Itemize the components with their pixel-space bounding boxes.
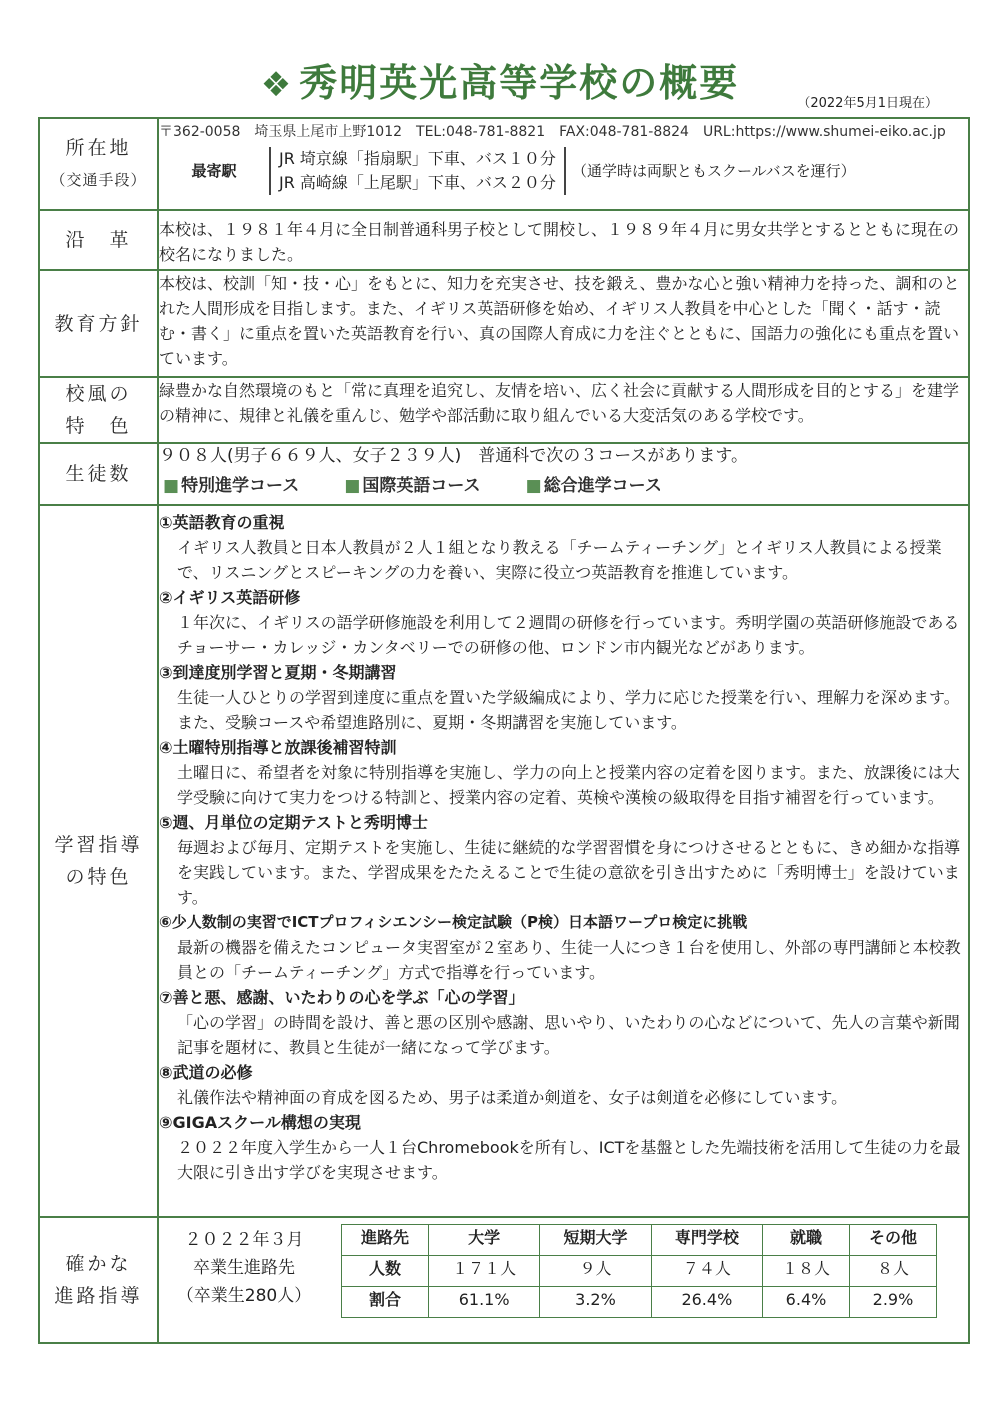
school-bus-note: （通学時は両駅ともスクールバスを運行） (571, 161, 856, 180)
learning-text-2: １年次に、イギリスの語学研修施設を利用して２週間の研修を行っています。秀明学園の英語研修施設であるチョーサー・カレッジ・カンタベリーでの研修の他、ロンドン市内観光などがあります。 (177, 613, 960, 657)
learning-text-4: 土曜日に、希望者を対象に特別指導を実施し、学力の向上と授業内容の定着を図ります。また、放課後には大学受験に向けて実力をつける特訓と、授業内容の定着、英検や漢検の級取得を目指す補習を行っています。 (177, 763, 960, 807)
stats-cell: ８人 (849, 1256, 936, 1287)
station-bracket (269, 147, 566, 195)
stats-cell: 61.1% (428, 1287, 539, 1318)
address-line: 〒362-0058 埼玉県上尾市上野1012 TEL:048-781-8821 FAX:048-781-8824 URL:https://www.shumei-eiko.ac.jp (159, 124, 946, 140)
stats-ratio-row (342, 1287, 937, 1318)
station-route-2: JR 高崎線「上尾駅」下車、バス２０分 (279, 173, 556, 192)
learning-heading-1: ①英語教育の重視 (159, 513, 285, 532)
label-location-sub: （交通手段） (50, 171, 147, 189)
students-count: ９０８人(男子６６９人、女子２３９人) 普通科で次の３コースがあります。 (159, 446, 749, 466)
learning-text-5: 毎週および毎月、定期テストを実施し、生徒に継続的な学習習慣を身につけさせるとともに、きめ細かな指導を実践しています。また、学習成果をたたえることで生徒の意欲を引き出すために「秀明博士」を設けています。 (177, 838, 961, 907)
station-routes (159, 147, 968, 195)
stats-header-cell: 就職 (763, 1225, 850, 1256)
content-students (158, 443, 969, 505)
square-icon: ■ (525, 476, 542, 496)
graduate-destinations-title: 卒業生進路先 (193, 1258, 295, 1278)
career-layout (159, 1218, 968, 1324)
label-career-1: 確かな (65, 1253, 132, 1275)
stats-header-cell: 専門学校 (651, 1225, 762, 1256)
learning-heading-7: ⑦善と悪、感謝、いたわりの心を学ぶ「心の学習」 (159, 988, 525, 1007)
stats-cell: 6.4% (763, 1287, 850, 1318)
course-item: ■ 国際英語コース (344, 476, 481, 496)
content-culture: 緑豊かな自然環境のもと「常に真理を追究し、友情を培い、広く社会に貢献する人間形成を目的とする」を建学の精神に、規律と礼儀を重んじ、勉学や部活動に取り組んでいる大変活気のある学校です。 (158, 377, 969, 443)
as-of-date: （2022年5月1日現在） (797, 96, 938, 111)
label-learning-1: 学習指導 (54, 834, 143, 856)
square-icon: ■ (344, 476, 361, 496)
diamond-icon: ❖ (260, 65, 294, 105)
learning-text-1: イギリス人教員と日本人教員が２人１組となり教える「チームティーチング」とイギリス人教員による授業で、リスニングとスピーキングの力を養い、実際に役立つ英語教育を推進しています。 (177, 538, 942, 582)
learning-text-3: 生徒一人ひとりの学習到達度に重点を置いた学級編成により、学力に応じた授業を行い、理解力を深めます。また、受験コースや希望進路別に、夏期・冬期講習を実施しています。 (177, 688, 960, 732)
label-culture-2: 特 色 (65, 415, 132, 437)
course-item: ■ 総合進学コース (525, 476, 662, 496)
stats-cell: 26.4% (651, 1287, 762, 1318)
square-icon: ■ (163, 476, 180, 496)
stats-header-row (342, 1225, 937, 1256)
content-policy: 本校は、校訓「知・技・心」をもとに、知力を充実させ、技を鍛え、豊かな心と強い精神力を持った、調和のとれた人間形成を目指します。また、イギリス英語研修を始め、イギリス人教員を中心とした「聞く・話す・読む・書く」に重点を置いた英語教育を行い、真の国際人育成に力を注ぐとともに、国語力の強化にも重点を置いています。 (158, 270, 969, 377)
stats-row-label: 割合 (342, 1287, 429, 1318)
learning-text-6: 最新の機器を備えたコンピュータ実習室が２室あり、生徒一人につき１台を使用し、外部の専門講師と本校教員との「チームティーチング」方式で指導を行っています。 (177, 938, 961, 982)
content-location (158, 118, 969, 210)
graduate-date: ２０２２年３月 (184, 1230, 304, 1250)
content-history: 本校は、１９８１年４月に全日制普通科男子校として開校し、１９８９年４月に男女共学とするとともに現在の校名になりました。 (158, 210, 969, 270)
label-location-main: 所在地 (65, 137, 132, 159)
career-stats-table (341, 1224, 937, 1318)
stats-header-cell: その他 (849, 1225, 936, 1256)
stats-header-cell: 短期大学 (540, 1225, 651, 1256)
row-policy (39, 270, 969, 377)
learning-heading-5: ⑤週、月単位の定期テストと秀明博士 (159, 813, 428, 832)
label-culture (39, 377, 158, 443)
course-list (159, 473, 968, 499)
label-career (39, 1217, 158, 1343)
station-label: 最寄駅 (191, 161, 237, 180)
graduate-summary (159, 1218, 329, 1310)
label-history: 沿 革 (39, 210, 158, 270)
overview-table (38, 117, 970, 1344)
content-learning (158, 505, 969, 1217)
row-learning (39, 505, 969, 1217)
stats-cell: 2.9% (849, 1287, 936, 1318)
learning-text-7: 「心の学習」の時間を設け、善と悪の区別や感謝、思いやり、いたわりの心などについて、先人の言葉や新聞記事を題材に、教員と生徒が一緒になって学びます。 (177, 1013, 960, 1057)
row-career (39, 1217, 969, 1343)
stats-cell: ７４人 (651, 1256, 762, 1287)
stats-header-cell: 進路先 (342, 1225, 429, 1256)
stats-header-cell: 大学 (428, 1225, 539, 1256)
label-career-2: 進路指導 (54, 1285, 143, 1307)
label-culture-1: 校風の (65, 383, 132, 405)
stats-row-label: 人数 (342, 1256, 429, 1287)
stats-cell: ９人 (540, 1256, 651, 1287)
row-location (39, 118, 969, 210)
label-policy: 教育方針 (39, 270, 158, 377)
stats-count-row (342, 1256, 937, 1287)
graduate-count: （卒業生280人） (176, 1286, 312, 1306)
learning-heading-2: ②イギリス英語研修 (159, 588, 301, 607)
stats-cell: １８人 (763, 1256, 850, 1287)
label-location (39, 118, 158, 210)
stats-cell: １７１人 (428, 1256, 539, 1287)
learning-text-9: ２０２２年度入学生から一人１台Chromebookを所有し、ICTを基盤とした先端技術を活用して生徒の力を最大限に引き出す学びを実現させます。 (177, 1138, 961, 1182)
label-learning-2: の特色 (65, 866, 132, 888)
row-culture (39, 377, 969, 443)
row-history (39, 210, 969, 270)
learning-heading-6: ⑥少人数制の実習でICTプロフィシエンシー検定試験（P検）日本語ワープロ検定に挑戦 (159, 913, 748, 931)
label-learning (39, 505, 158, 1217)
title-text: 秀明英光高等学校の概要 (299, 61, 740, 105)
learning-heading-9: ⑨GIGAスクール構想の実現 (159, 1113, 361, 1132)
content-career (158, 1217, 969, 1343)
row-students (39, 443, 969, 505)
stats-cell: 3.2% (540, 1287, 651, 1318)
learning-heading-3: ③到達度別学習と夏期・冬期講習 (159, 663, 397, 682)
label-students: 生徒数 (39, 443, 158, 505)
learning-text-8: 礼儀作法や精神面の育成を図るため、男子は柔道か剣道を、女子は剣道を必修にしています。 (177, 1088, 848, 1107)
learning-heading-4: ④土曜特別指導と放課後補習特訓 (159, 738, 397, 757)
learning-heading-8: ⑧武道の必修 (159, 1063, 253, 1082)
course-item: ■ 特別進学コース (163, 476, 300, 496)
station-route-1: JR 埼京線「指扇駅」下車、バス１０分 (279, 149, 556, 168)
